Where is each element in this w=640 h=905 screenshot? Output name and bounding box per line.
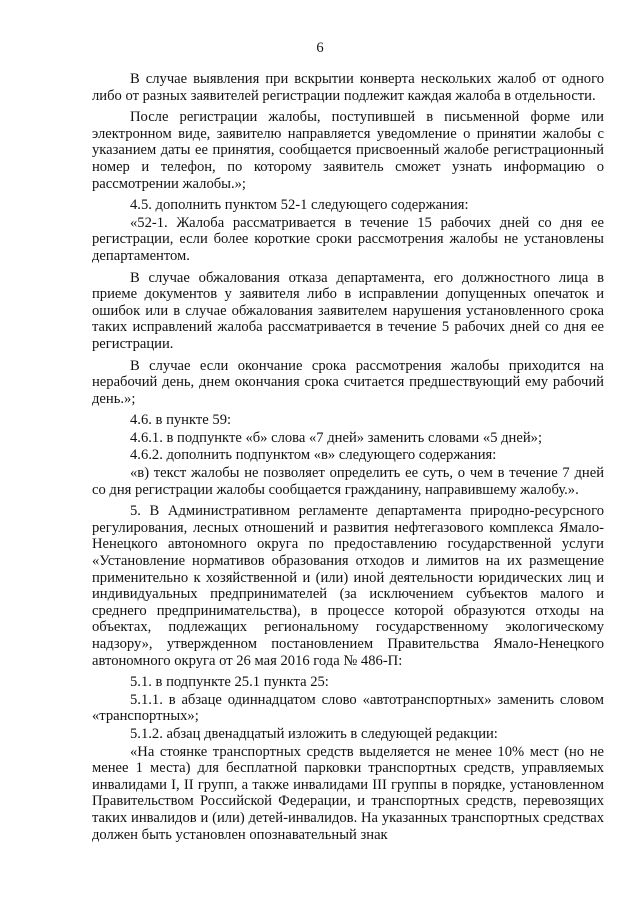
paragraph: 4.5. дополнить пунктом 52-1 следующего содержания:	[130, 197, 469, 214]
paragraph: 4.6. в пункте 59:	[130, 412, 232, 429]
paragraph: 5.1. в подпункте 25.1 пункта 25:	[130, 674, 329, 691]
page-number: 6	[316, 40, 324, 56]
paragraph: 4.6.1. в подпункте «б» слова «7 дней» заменить словами «5 дней»;	[130, 429, 543, 446]
paragraph: «На стоянке транспортных средств выделяется не менее 10% мест (но не менее 1 места) для бесплатной парковки транспортных средств, управляемых инвалидами I, II групп, а также инвалидами III группы в порядке, установленном Правительством Российской Федерации, и транспортных средств, перевозящих таких инвалидов и (или) детей-инвалидов. На указанных транспортных средствах должен быть установлен опознавательный знак	[92, 743, 604, 843]
paragraph: После регистрации жалобы, поступившей в письменной форме или электронном виде, заявителю направляется уведомление о принятии жалобы с указанием даты ее принятия, сообщается присвоенный жалобе регистрационный номер и телефон, по которому заявитель сможет узнать информацию о рассмотрении жалобы.»;	[92, 109, 604, 192]
paragraph: В случае обжалования отказа департамента, его должностного лица в приеме документов у заявителя либо в исправлении допущенных опечаток и ошибок или в случае обжалования заявителем нарушения установленного срока таких исправлений жалоба рассматривается в течение 5 рабочих дней со дня ее регистрации.	[92, 269, 604, 352]
paragraph: В случае выявления при вскрытии конверта нескольких жалоб от одного либо от разных заявителей регистрации подлежит каждая жалоба в отдельности.	[92, 71, 604, 104]
paragraph: 5.1.2. абзац двенадцатый изложить в следующей редакции:	[130, 725, 498, 742]
paragraph: В случае если окончание срока рассмотрения жалобы приходится на нерабочий день, днем окончания срока считается предшествующий ему рабочий день.»;	[92, 357, 604, 407]
paragraph: «52-1. Жалоба рассматривается в течение 15 рабочих дней со дня ее регистрации, если более короткие сроки рассмотрения жалобы не установлены департаментом.	[92, 214, 604, 264]
paragraph: «в) текст жалобы не позволяет определить ее суть, о чем в течение 7 дней со дня регистрации жалобы сообщается гражданину, направившему жалобу.».	[92, 465, 604, 498]
paragraph: 5.1.1. в абзаце одиннадцатом слово «автотранспортных» заменить словом «транспортных»;	[92, 691, 604, 725]
paragraph: 5. В Административном регламенте департамента природно-ресурсного регулирования, лесных отношений и развития нефтегазового комплекса Ямало-Ненецкого автономного округа по предоставлению государственной услуги «Установление нормативов образования отходов и лимитов на их размещение применительно к хозяйственной и (или) иной деятельности юридических лиц и индивидуальных предпринимателей (за исключением субъектов малого и среднего предпринимательства), в процессе которой образуются отходы на объектах, подлежащих региональному государственному экологическому надзору», утвержденном постановлением Правительства Ямало-Ненецкого автономного округа от 26 мая 2016 года № 486-П:	[92, 503, 604, 669]
paragraph: 4.6.2. дополнить подпунктом «в» следующего содержания:	[130, 447, 497, 464]
document-body	[92, 71, 604, 848]
